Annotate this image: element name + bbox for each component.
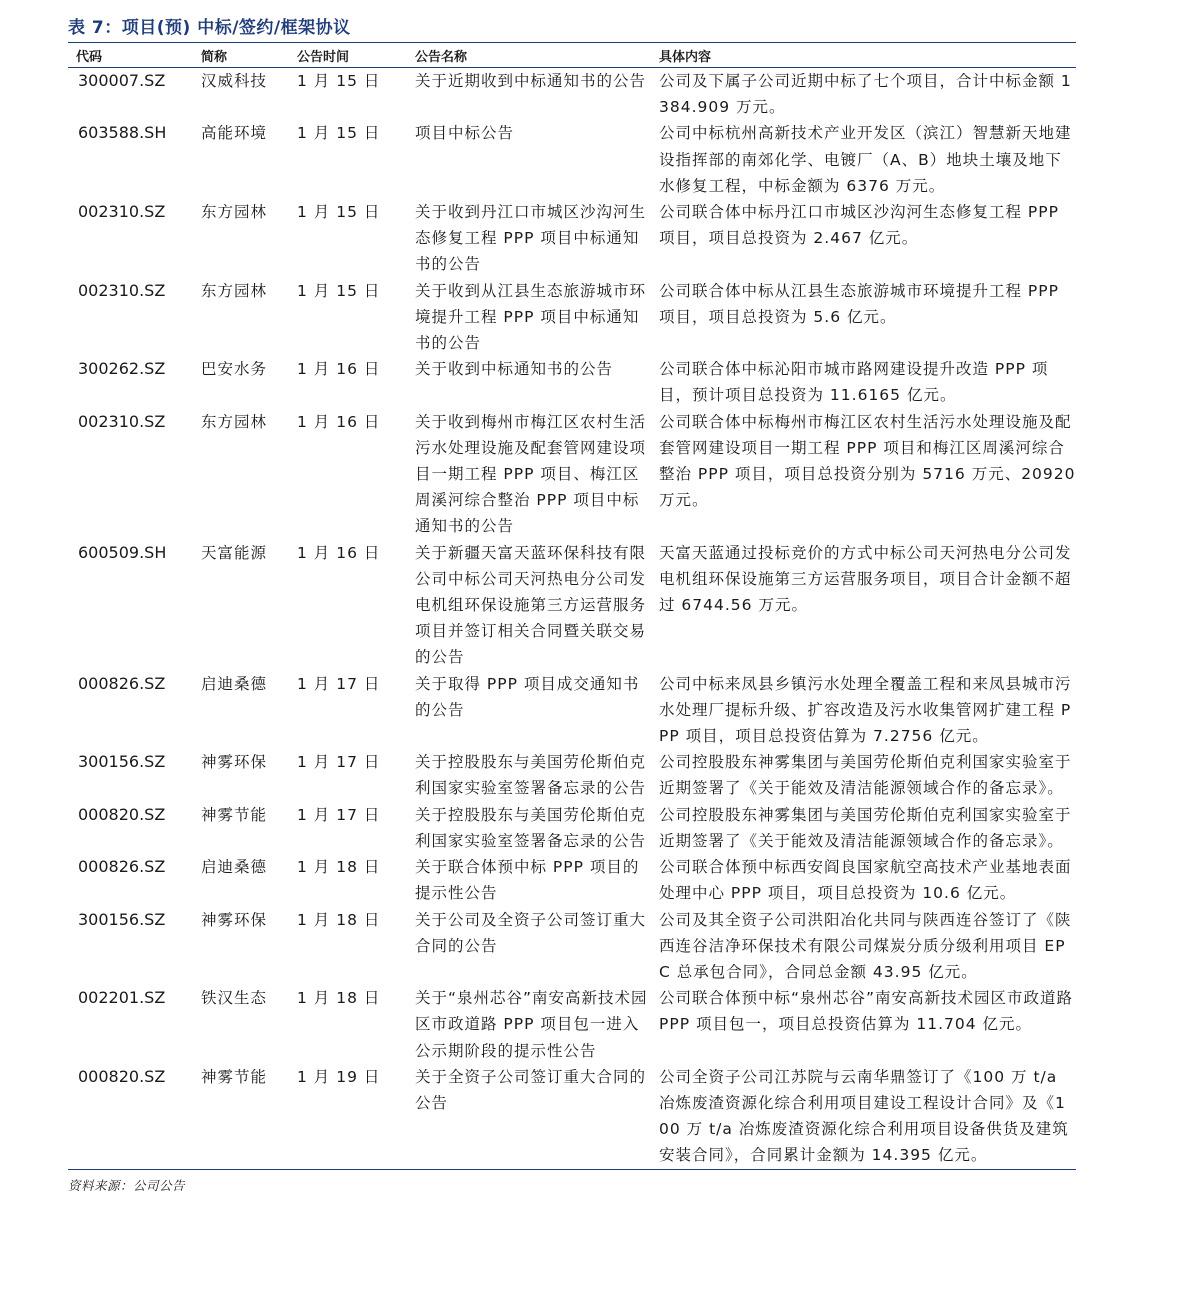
cell-notice: 关于联合体预中标 PPP 项目的提示性公告 bbox=[415, 858, 640, 903]
table-body bbox=[68, 68, 1076, 1170]
cell-name: 神雾环保 bbox=[201, 753, 268, 772]
cell-name: 启迪桑德 bbox=[201, 858, 268, 877]
table-row bbox=[68, 409, 1076, 540]
header-date: 公告时间 bbox=[289, 43, 407, 68]
cell-notice: 关于全资子公司签订重大合同的公告 bbox=[415, 1067, 647, 1112]
cell-code: 300262.SZ bbox=[78, 359, 166, 379]
cell-code: 002310.SZ bbox=[78, 280, 166, 300]
cell-name: 东方园林 bbox=[201, 412, 268, 431]
table-row bbox=[68, 120, 1076, 199]
cell-detail: 天富天蓝通过投标竞价的方式中标公司天河热电分公司发电机组环保设施第三方运营服务项目，项目合计金额不超过 6744.56 万元。 bbox=[659, 543, 1072, 615]
cell-notice: 关于收到从江县生态旅游城市环境提升工程 PPP 项目中标通知书的公告 bbox=[415, 281, 647, 353]
cell-detail: 公司联合体中标梅州市梅江区农村生活污水处理设施及配套管网建设项目一期工程 PPP 项目和梅江区周溪河综合整治 PPP 项目，项目总投资分别为 5716 万元、20920 万元。 bbox=[659, 412, 1076, 510]
table-row bbox=[68, 671, 1076, 750]
table-row bbox=[68, 907, 1076, 986]
cell-date: 1 月 15 日 bbox=[297, 124, 381, 143]
cell-notice: 关于收到丹江口市城区沙沟河生态修复工程 PPP 项目中标通知书的公告 bbox=[415, 203, 647, 274]
cell-name: 铁汉生态 bbox=[201, 989, 268, 1008]
header-code: 代码 bbox=[68, 43, 193, 68]
cell-name: 汉威科技 bbox=[201, 72, 268, 90]
cell-detail: 公司中标杭州高新技术产业开发区（滨江）智慧新天地建设指挥部的南郊化学、电镀厂（A、B）地块土壤及地下水修复工程，中标金额为 6376 万元。 bbox=[659, 124, 1072, 195]
cell-notice: 关于近期收到中标通知书的公告 bbox=[415, 72, 647, 90]
header-row bbox=[68, 43, 1076, 68]
table-row bbox=[68, 278, 1076, 357]
cell-detail: 公司联合体中标沁阳市城市路网建设提升改造 PPP 项目，预计项目总投资为 11.6165 亿元。 bbox=[659, 360, 1049, 405]
table-row bbox=[68, 68, 1076, 121]
cell-date: 1 月 15 日 bbox=[297, 203, 381, 222]
cell-notice: 关于“泉州芯谷”南安高新技术园区市政道路 PPP 项目包一进入公示期阶段的提示性公告 bbox=[415, 989, 648, 1060]
table-row bbox=[68, 1064, 1076, 1169]
header-detail: 具体内容 bbox=[651, 43, 1076, 68]
cell-code: 300007.SZ bbox=[78, 71, 166, 90]
cell-name: 巴安水务 bbox=[201, 360, 268, 379]
cell-date: 1 月 15 日 bbox=[297, 72, 381, 90]
cell-notice: 关于公司及全资子公司签订重大合同的公告 bbox=[415, 910, 647, 955]
cell-detail: 公司中标来凤县乡镇污水处理全覆盖工程和来凤县城市污水处理厂提标升级、扩容改造及污水收集管网扩建工程 PPP 项目，项目总投资估算为 7.2756 亿元。 bbox=[659, 674, 1072, 746]
cell-detail: 公司及下属子公司近期中标了七个项目，合计中标金额 1384.909 万元。 bbox=[659, 72, 1072, 117]
cell-code: 600509.SH bbox=[78, 542, 167, 562]
table-row bbox=[68, 749, 1076, 801]
cell-code: 603588.SH bbox=[78, 123, 167, 143]
announcement-table bbox=[68, 42, 1076, 1170]
cell-date: 1 月 18 日 bbox=[297, 858, 381, 877]
cell-name: 神雾节能 bbox=[201, 1067, 268, 1086]
table-title: 表 7：项目(预) 中标/签约/框架协议 bbox=[68, 18, 351, 38]
cell-date: 1 月 15 日 bbox=[297, 281, 381, 300]
cell-name: 东方园林 bbox=[201, 281, 268, 300]
cell-name: 天富能源 bbox=[201, 543, 268, 562]
cell-notice: 关于新疆天富天蓝环保科技有限公司中标公司天河热电分公司发电机组环保设施第三方运营服务项目并签订相关合同暨关联交易的公告 bbox=[415, 543, 647, 667]
cell-notice: 关于取得 PPP 项目成交通知书的公告 bbox=[415, 674, 640, 719]
cell-notice: 关于控股股东与美国劳伦斯伯克利国家实验室签署备忘录的公告 bbox=[415, 805, 647, 850]
cell-name: 启迪桑德 bbox=[201, 674, 268, 693]
cell-code: 000820.SZ bbox=[78, 1066, 166, 1086]
cell-code: 000826.SZ bbox=[78, 857, 166, 877]
table-row bbox=[68, 199, 1076, 278]
cell-name: 神雾节能 bbox=[201, 805, 268, 824]
cell-detail: 公司联合体中标丹江口市城区沙沟河生态修复工程 PPP 项目，项目总投资为 2.467 亿元。 bbox=[659, 203, 1059, 248]
cell-detail: 公司控股股东神雾集团与美国劳伦斯伯克利国家实验室于近期签署了《关于能效及清洁能源领域合作的备忘录》。 bbox=[659, 805, 1072, 850]
cell-detail: 公司联合体预中标“泉州芯谷”南安高新技术园区市政道路 PPP 项目包一，项目总投资估算为 11.704 亿元。 bbox=[659, 989, 1074, 1034]
cell-code: 002310.SZ bbox=[78, 411, 166, 431]
cell-detail: 公司联合体中标从江县生态旅游城市环境提升工程 PPP 项目，项目总投资为 5.6 亿元。 bbox=[659, 281, 1059, 326]
report-page bbox=[68, 14, 1076, 1194]
table-row bbox=[68, 356, 1076, 408]
cell-name: 高能环境 bbox=[201, 124, 268, 143]
cell-code: 000820.SZ bbox=[78, 804, 166, 824]
table-row bbox=[68, 854, 1076, 906]
cell-detail: 公司联合体预中标西安阎良国家航空高技术产业基地表面处理中心 PPP 项目，项目总投资为 10.6 亿元。 bbox=[659, 858, 1072, 903]
table-row bbox=[68, 985, 1076, 1064]
cell-date: 1 月 16 日 bbox=[297, 543, 381, 562]
cell-notice: 关于控股股东与美国劳伦斯伯克利国家实验室签署备忘录的公告 bbox=[415, 753, 647, 798]
cell-code: 002201.SZ bbox=[78, 988, 166, 1008]
cell-detail: 公司全资子公司江苏院与云南华鼎签订了《100 万 t/a 冶炼废渣资源化综合利用项目建设工程设计合同》及《100 万 t/a 冶炼废渣资源化综合利用项目设备供货及建筑安装合同》，合同累计金额为 14.395 亿元。 bbox=[659, 1067, 1069, 1165]
cell-date: 1 月 18 日 bbox=[297, 989, 381, 1008]
table-header bbox=[68, 43, 1076, 68]
cell-date: 1 月 18 日 bbox=[297, 910, 381, 929]
cell-detail: 公司及其全资子公司洪阳冶化共同与陕西连谷签订了《陕西连谷洁净环保技术有限公司煤炭分质分级利用项目 EPC 总承包合同》，合同总金额 43.95 亿元。 bbox=[659, 910, 1072, 981]
cell-name: 神雾环保 bbox=[201, 910, 268, 929]
table-row bbox=[68, 802, 1076, 854]
cell-code: 002310.SZ bbox=[78, 202, 166, 222]
cell-code: 300156.SZ bbox=[78, 752, 166, 772]
cell-code: 300156.SZ bbox=[78, 909, 166, 929]
cell-code: 000826.SZ bbox=[78, 673, 166, 693]
header-notice: 公告名称 bbox=[407, 43, 651, 68]
cell-notice: 关于收到梅州市梅江区农村生活污水处理设施及配套管网建设项目一期工程 PPP 项目、梅江区周溪河综合整治 PPP 项目中标通知书的公告 bbox=[415, 412, 647, 536]
table-row bbox=[68, 540, 1076, 671]
cell-date: 1 月 17 日 bbox=[297, 674, 381, 693]
cell-date: 1 月 16 日 bbox=[297, 412, 381, 431]
cell-detail: 公司控股股东神雾集团与美国劳伦斯伯克利国家实验室于近期签署了《关于能效及清洁能源领域合作的备忘录》。 bbox=[659, 753, 1072, 798]
cell-date: 1 月 17 日 bbox=[297, 753, 381, 772]
header-name: 简称 bbox=[193, 43, 289, 68]
cell-date: 1 月 17 日 bbox=[297, 805, 381, 824]
cell-notice: 项目中标公告 bbox=[415, 124, 515, 143]
cell-date: 1 月 19 日 bbox=[297, 1067, 381, 1086]
cell-date: 1 月 16 日 bbox=[297, 360, 381, 379]
cell-name: 东方园林 bbox=[201, 203, 268, 222]
cell-notice: 关于收到中标通知书的公告 bbox=[415, 360, 614, 379]
source-note: 资料来源：公司公告 bbox=[68, 1177, 186, 1193]
